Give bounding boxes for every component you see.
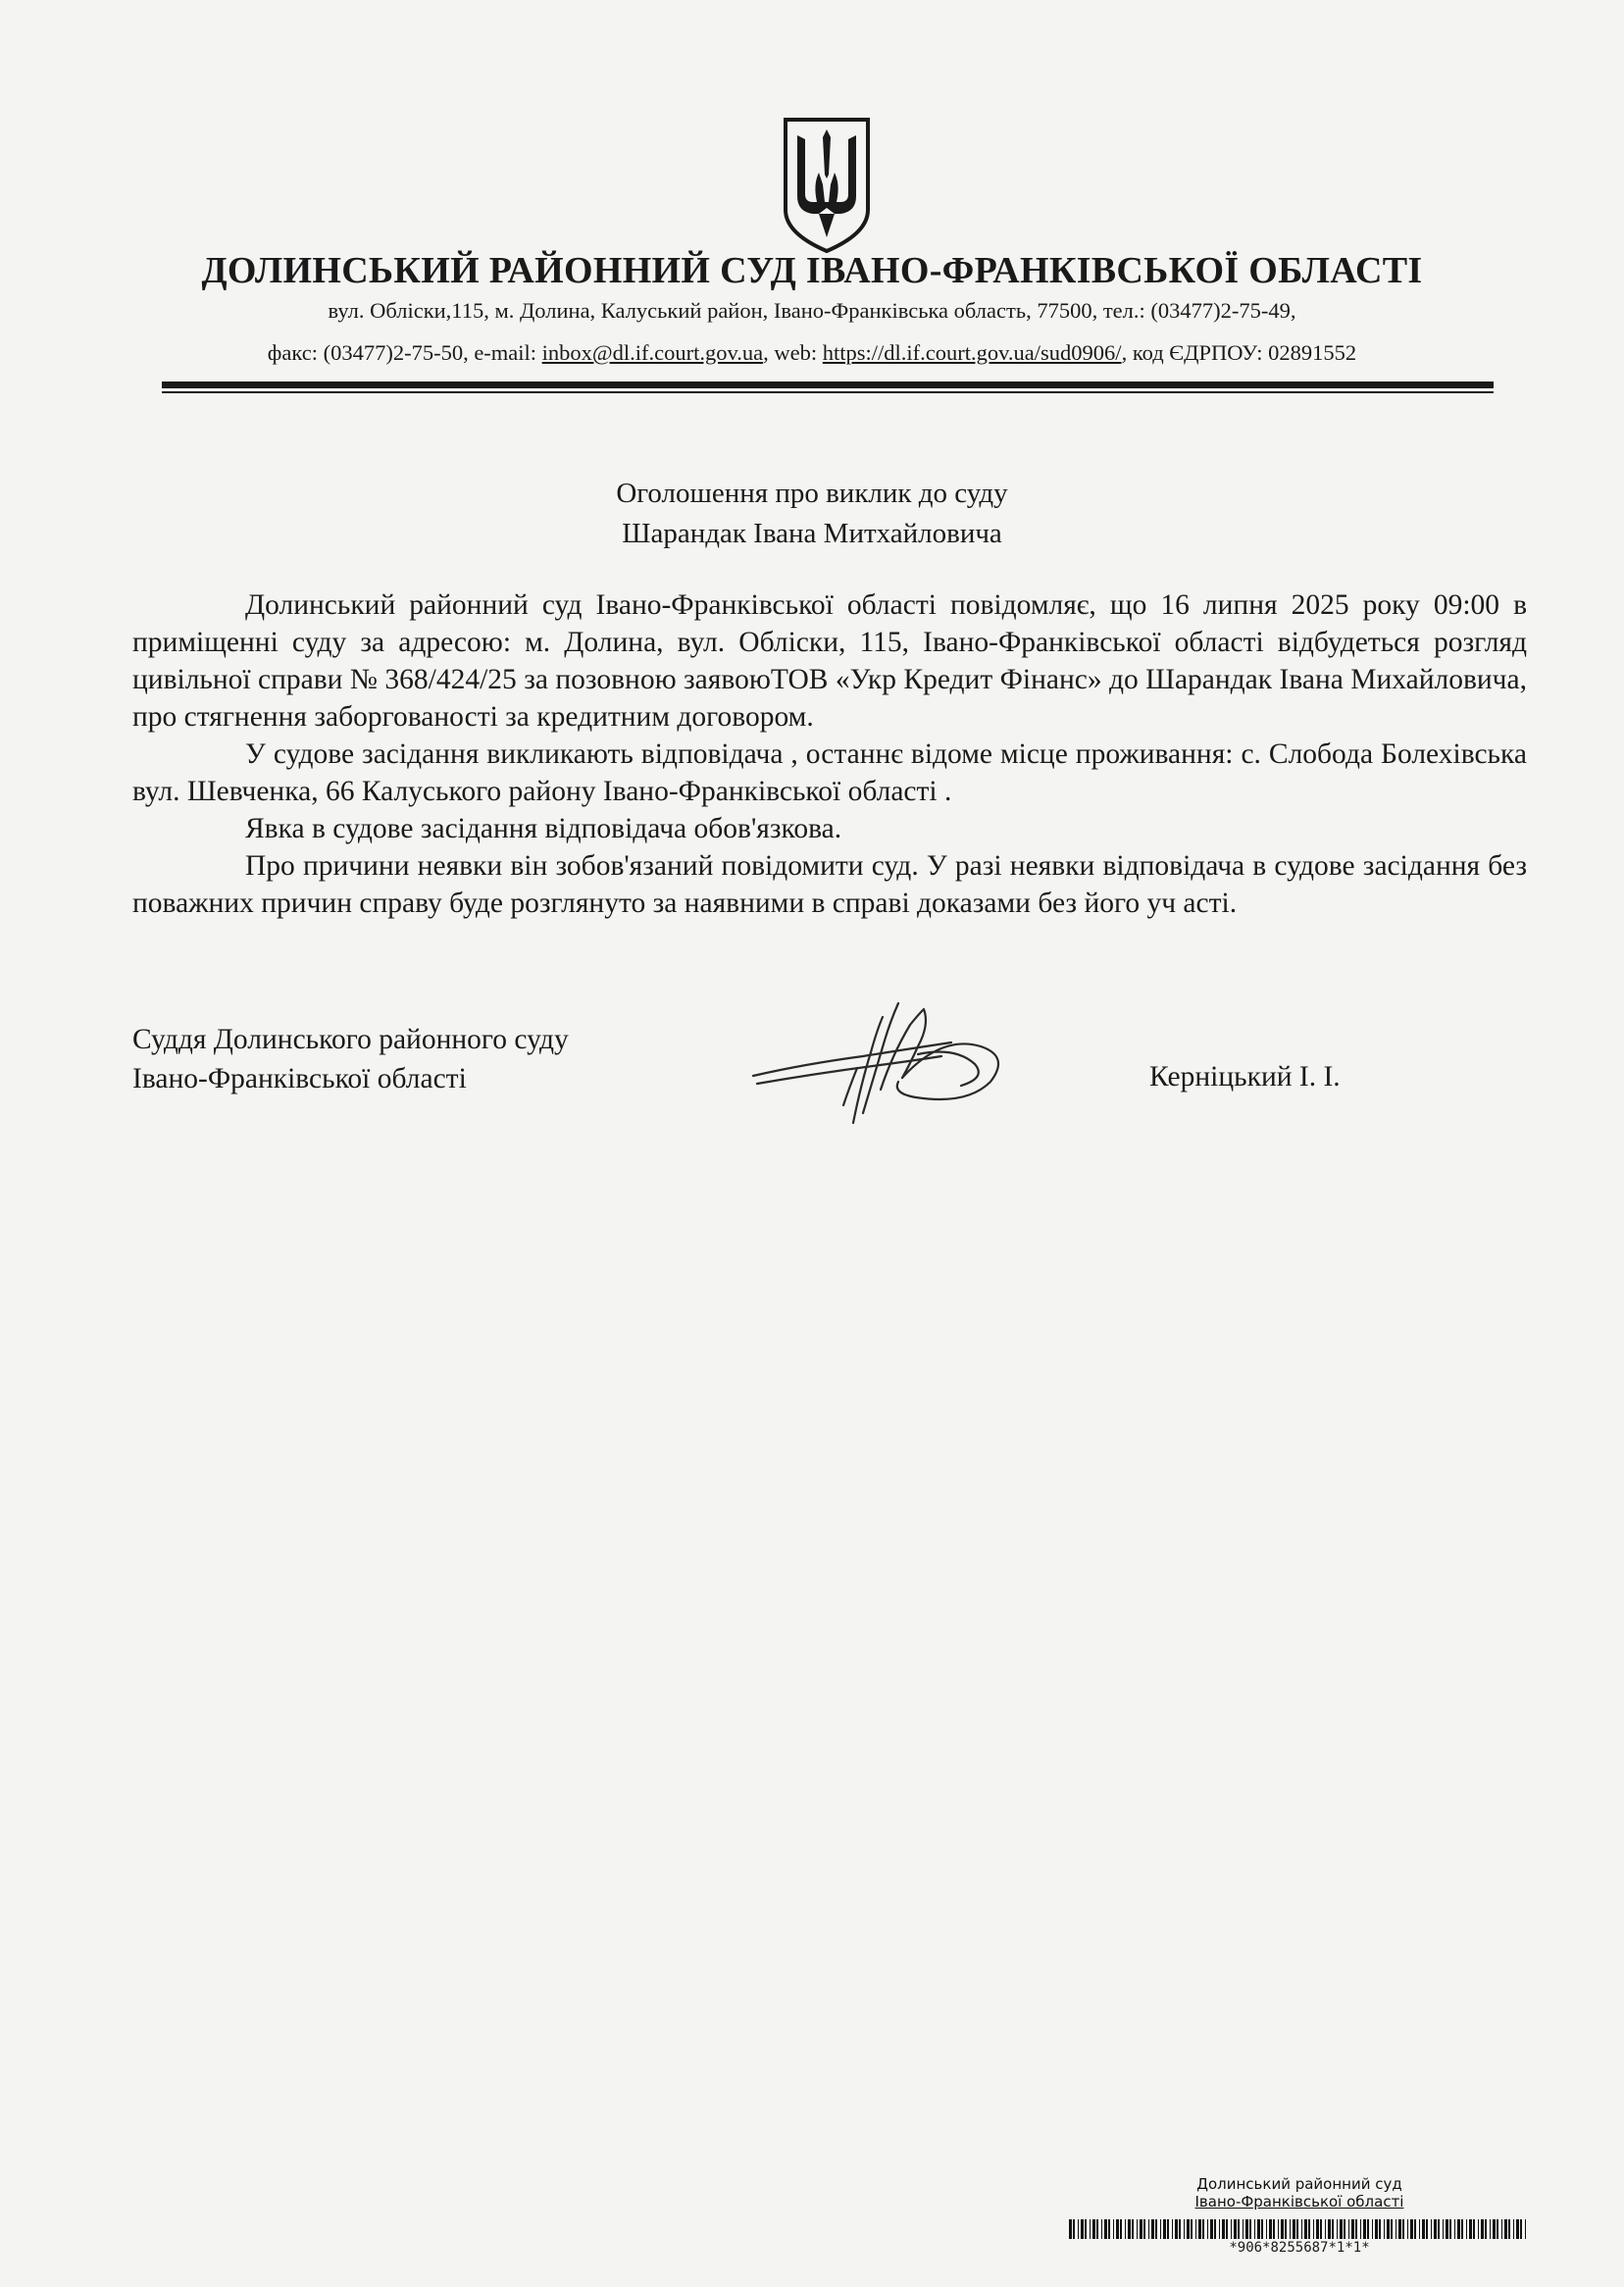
notice-body — [132, 586, 1527, 922]
paragraph-summons: У судове засідання викликають відповідача , останнє відоме місце проживання: с. Слобода Болехівська вул. Шевченка, 66 Калуського району Івано-Франківської області . — [132, 738, 1527, 807]
notice-title: Оголошення про виклик до суду — [616, 478, 1008, 509]
judge-position — [132, 1020, 569, 1098]
judge-position-line1: Суддя Долинського районного суду — [132, 1024, 569, 1055]
website-link[interactable]: https://dl.if.court.gov.ua/sud0906/ — [822, 340, 1122, 365]
barcode-icon — [1069, 2219, 1530, 2239]
stamp-court-line: Долинський районний суд — [1196, 2175, 1402, 2193]
barcode-number: *906*8255687*1*1* — [1229, 2240, 1370, 2256]
header-divider-thin — [162, 391, 1494, 393]
header-divider-thick — [162, 381, 1494, 388]
email-link[interactable]: inbox@dl.if.court.gov.ua — [541, 340, 764, 365]
registry-stamp — [1069, 2175, 1530, 2211]
stamp-region-line: Івано-Франківської області — [1194, 2193, 1404, 2211]
court-contacts — [118, 340, 1506, 366]
court-address: вул. Обліски,115, м. Долина, Калуський район, Івано-Франківська область, 77500, тел.: (03477)2-75-49, — [328, 298, 1296, 323]
paragraph-attendance: Явка в судове засідання відповідача обов'язкова. — [245, 813, 842, 844]
handwritten-signature-icon — [745, 995, 1030, 1133]
court-name: ДОЛИНСЬКИЙ РАЙОННИЙ СУД ІВАНО-ФРАНКІВСЬКОЇ ОБЛАСТІ — [201, 250, 1423, 291]
fax-label: факс: (03477)2-75-50, e-mail: — [267, 340, 542, 365]
edrpou-code: , код ЄДРПОУ: 02891552 — [1121, 340, 1357, 365]
trident-emblem-icon — [780, 116, 874, 255]
judge-position-line2: Івано-Франківської області — [132, 1063, 467, 1094]
paragraph-absence: Про причини неявки він зобов'язаний повідомити суд. У разі неявки відповідача в судове засідання без поважних причин справу буде розглянуто за наявними в справі доказами без його уч асті. — [132, 850, 1527, 919]
paragraph-hearing: Долинський районний суд Івано-Франківської області повідомляє, що 16 липня 2025 року 09:00 в приміщенні суду за адресою: м. Долина, вул. Обліски, 115, Івано-Франківської області відбудеться розгляд цивільної справи № 368/424/25 за позовною заявоюТОВ «Укр Кредит Фінанс» до Шарандак Івана Михайловича, про стягнення заборгованості за кредитним договором. — [132, 589, 1527, 733]
web-label: , web: — [763, 340, 823, 365]
judge-name: Керніцький І. І. — [1149, 1061, 1341, 1093]
notice-recipient: Шарандак Івана Митхайловича — [622, 518, 1002, 549]
